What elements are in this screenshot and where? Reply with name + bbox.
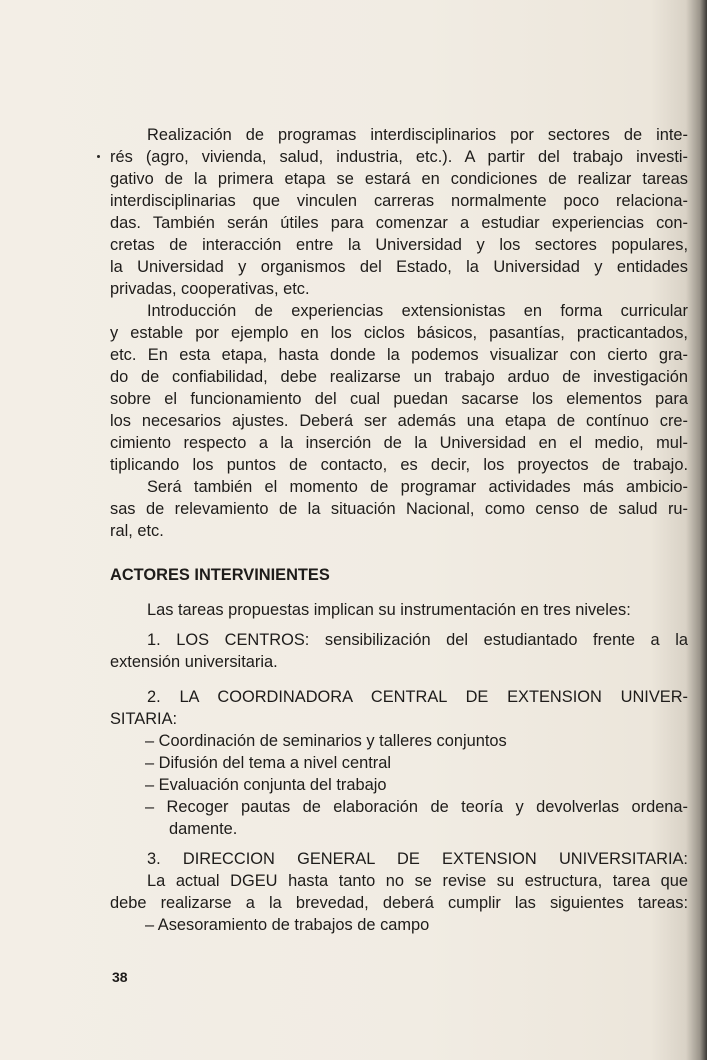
text-line: etc. En esta etapa, hasta donde la podemos visualizar con cierto gra- bbox=[110, 346, 688, 364]
text-line: debe realizarse a la brevedad, deberá cumplir las siguientes tareas: bbox=[110, 894, 688, 912]
section-heading: ACTORES INTERVINIENTES bbox=[110, 566, 330, 584]
level-3-title: 3. DIRECCION GENERAL DE EXTENSION UNIVERSITARIA: bbox=[147, 850, 688, 868]
level-1-block bbox=[110, 629, 688, 673]
text-line: cimiento respecto a la inserción de la Universidad en el medio, mul- bbox=[110, 434, 688, 452]
list-item: – Coordinación de seminarios y talleres conjuntos bbox=[145, 732, 507, 750]
list-item: – Recoger pautas de elaboración de teoría y devolverlas ordena- bbox=[145, 798, 688, 816]
text-line: La actual DGEU hasta tanto no se revise su estructura, tarea que bbox=[147, 872, 688, 890]
text-line: gativo de la primera etapa se estará en condiciones de realizar tareas bbox=[110, 170, 688, 188]
text-line: SITARIA: bbox=[110, 710, 178, 728]
body-text bbox=[110, 124, 688, 936]
text-line: la Universidad y organismos del Estado, la Universidad y entidades bbox=[110, 258, 688, 276]
text-line: Introducción de experiencias extensionistas en forma curricular bbox=[147, 302, 688, 320]
text-line: do de confiabilidad, debe realizarse un trabajo arduo de investigación bbox=[110, 368, 688, 386]
text-line: sas de relevamiento de la situación Nacional, como censo de salud ru- bbox=[110, 500, 688, 518]
list-item: – Asesoramiento de trabajos de campo bbox=[145, 916, 430, 934]
text-line: Realización de programas interdisciplinarios por sectores de inte- bbox=[147, 126, 688, 144]
list-item: – Evaluación conjunta del trabajo bbox=[145, 776, 387, 794]
text-line: los necesarios ajustes. Deberá ser además una etapa de contínuo cre- bbox=[110, 412, 688, 430]
text-line: sobre el funcionamiento del cual puedan sacarse los elementos para bbox=[110, 390, 688, 408]
paragraph-programas bbox=[110, 124, 688, 300]
text-line: rés (agro, vivienda, salud, industria, etc.). A partir del trabajo investi- bbox=[110, 148, 688, 166]
text-line: privadas, cooperativas, etc. bbox=[110, 280, 310, 298]
intro-line: Las tareas propuestas implican su instrumentación en tres niveles: bbox=[147, 601, 631, 619]
list-item: – Difusión del tema a nivel central bbox=[145, 754, 391, 772]
text-line: y estable por ejemplo en los ciclos básicos, pasantías, practicantados, bbox=[110, 324, 688, 342]
text-line: das. También serán útiles para comenzar a estudiar experiencias con- bbox=[110, 214, 688, 232]
paragraph-momento bbox=[110, 476, 688, 542]
text-line: interdisciplinarias que vinculen carreras normalmente poco relaciona- bbox=[110, 192, 688, 210]
level-1-title: 1. LOS CENTROS: sensibilización del estudiantado frente a la bbox=[147, 631, 688, 649]
level-2-title: 2. LA COORDINADORA CENTRAL DE EXTENSION UNIVER- bbox=[147, 688, 688, 706]
text-line: extensión universitaria. bbox=[110, 653, 278, 671]
paragraph-introduccion bbox=[110, 300, 688, 476]
text-line: Será también el momento de programar actividades más ambicio- bbox=[147, 478, 688, 496]
page-number: 38 bbox=[112, 969, 128, 985]
level-2-block bbox=[110, 686, 688, 840]
text-line: tiplicando los puntos de contacto, es decir, los proyectos de trabajo. bbox=[110, 456, 688, 474]
list-item-continuation: damente. bbox=[169, 820, 238, 838]
text-line: cretas de interacción entre la Universidad y los sectores populares, bbox=[110, 236, 688, 254]
text-line: ral, etc. bbox=[110, 522, 164, 540]
margin-dot bbox=[97, 155, 100, 158]
level-3-block bbox=[110, 848, 688, 936]
